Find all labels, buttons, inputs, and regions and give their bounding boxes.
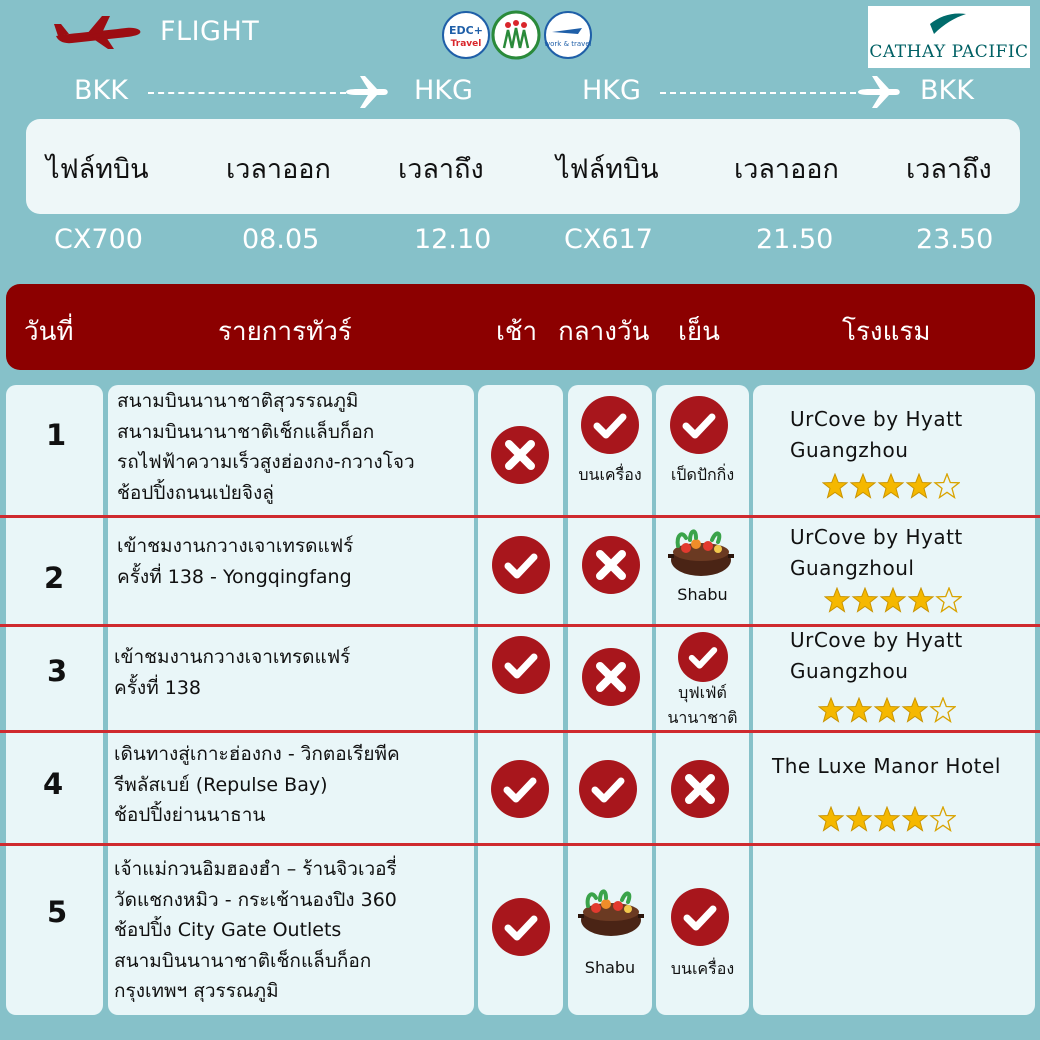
flight-value-3: 12.10 — [414, 224, 492, 255]
meal-label: Shabu — [677, 585, 728, 604]
check-icon — [491, 760, 549, 818]
program-line: สนามบินนานาชาติเช็กแล็บก็อก — [114, 949, 372, 972]
program-line: ครั้งที่ 138 — [114, 676, 202, 699]
program-line: รถไฟฟ้าความเร็วสูงฮ่องกง-กวางโจว — [117, 451, 415, 473]
hotel-stars — [818, 806, 956, 832]
cross-icon — [582, 536, 640, 594]
check-icon — [492, 536, 550, 594]
meal-label: เป็ดปักกิ่ง — [670, 465, 735, 484]
route-1-airplane-icon — [344, 74, 390, 110]
cathay-pacific-logo — [868, 6, 1030, 68]
star-filled-icon — [853, 588, 877, 612]
star-filled-icon — [903, 698, 927, 722]
brushwing-icon — [928, 10, 968, 36]
partner-logos — [442, 10, 594, 60]
flight-info-card — [26, 119, 1020, 214]
program-line: เข้าชมงานกวางเจาเทรดแฟร์ — [114, 646, 351, 668]
flight-value-2: 08.05 — [242, 224, 320, 255]
program-text — [114, 642, 350, 703]
route-2-from: HKG — [582, 75, 641, 106]
star-filled-icon — [903, 807, 927, 831]
star-filled-icon — [825, 588, 849, 612]
cross-icon — [582, 648, 640, 706]
flight-title: FLIGHT — [160, 16, 260, 47]
star-empty-icon — [935, 474, 959, 498]
star-filled-icon — [819, 807, 843, 831]
logo-work-travel-text: work & travel — [544, 40, 592, 48]
hotel-name — [790, 522, 963, 583]
meal-label: บุฟเฟ่ต์ — [678, 683, 727, 702]
flight-value-5: 21.50 — [756, 224, 834, 255]
program-text — [117, 531, 353, 592]
cross-icon — [491, 426, 549, 484]
route-2-line — [660, 92, 856, 94]
star-filled-icon — [875, 698, 899, 722]
star-filled-icon — [819, 698, 843, 722]
flight-header-1: ไฟล์ทบิน — [46, 154, 149, 185]
header-breakfast: เช้า — [496, 317, 538, 347]
check-icon — [670, 396, 728, 454]
hotel-line: Guangzhou — [790, 658, 909, 683]
star-filled-icon — [879, 474, 903, 498]
star-filled-icon — [847, 698, 871, 722]
check-icon — [671, 888, 729, 946]
check-icon — [492, 898, 550, 956]
hotel-name — [772, 751, 1001, 782]
star-filled-icon — [875, 807, 899, 831]
meal-label-line-2: นานาชาติ — [667, 708, 738, 727]
star-filled-icon — [823, 474, 847, 498]
flight-value-6: 23.50 — [916, 224, 994, 255]
route-2-airplane-icon — [856, 74, 902, 110]
hotel-stars — [824, 587, 962, 613]
header-program: รายการทัวร์ — [218, 317, 352, 347]
program-line: เจ้าแม่กวนอิมฮองฮำ – ร้านจิวเวอรี่ — [114, 858, 397, 880]
flight-header-3: เวลาถึง — [398, 154, 484, 185]
flight-value-1: CX700 — [54, 224, 143, 255]
header-hotel: โรงแรม — [842, 317, 931, 347]
check-icon — [678, 632, 728, 682]
program-text — [114, 739, 400, 831]
program-line: กรุงเทพฯ สุวรรณภูมิ — [114, 980, 279, 1002]
flight-header-6: เวลาถึง — [906, 154, 992, 185]
header-dinner: เย็น — [678, 317, 720, 347]
hotel-line: The Luxe Manor Hotel — [772, 754, 1001, 778]
airplane-icon — [52, 14, 144, 50]
star-filled-icon — [851, 474, 875, 498]
star-filled-icon — [909, 588, 933, 612]
program-line: เดินทางสู่เกาะฮ่องกง - วิกตอเรียพีค — [114, 743, 400, 765]
star-empty-icon — [937, 588, 961, 612]
hotel-line: UrCove by Hyatt — [790, 407, 963, 431]
day-number: 1 — [46, 418, 67, 452]
row-separator — [0, 843, 1040, 846]
hotel-name — [790, 404, 963, 465]
program-line: ช้อปปิ้งย่านนาธาน — [114, 804, 266, 826]
meal-label: บนเครื่อง — [670, 959, 735, 978]
meal-label: Shabu — [584, 958, 636, 977]
hotel-line: UrCove by Hyatt — [790, 628, 963, 652]
program-line: ช้อปปิ้ง City Gate Outlets — [114, 919, 342, 941]
hotel-line: Guangzhoul — [790, 555, 915, 580]
header-day: วันที่ — [24, 317, 74, 347]
star-filled-icon — [881, 588, 905, 612]
hotel-stars — [818, 697, 956, 723]
program-line: ครั้งที่ 138 - Yongqingfang — [117, 565, 352, 588]
logo-edc-text: EDC+ — [449, 24, 483, 37]
route-1-from: BKK — [74, 75, 128, 106]
program-line: วัดแชกงหมิว - กระเช้านองปิง 360 — [114, 888, 397, 911]
star-empty-icon — [931, 807, 955, 831]
shabu-pot-icon — [578, 884, 644, 940]
check-icon — [492, 636, 550, 694]
hotel-name — [790, 625, 963, 686]
program-line: เข้าชมงานกวางเจาเทรดแฟร์ — [117, 535, 354, 557]
check-icon — [579, 760, 637, 818]
route-1-to: HKG — [414, 75, 473, 106]
day-number: 3 — [47, 654, 68, 688]
meal-label: บนเครื่อง — [578, 465, 642, 484]
airline-name: CATHAY PACIFIC — [869, 42, 1029, 62]
program-line: สนามบินนานาชาติเช็กแล็บก็อก — [117, 420, 375, 443]
row-separator — [0, 515, 1040, 518]
row-separator — [0, 730, 1040, 733]
header-lunch: กลางวัน — [558, 317, 650, 347]
day-number: 4 — [43, 767, 64, 801]
program-line: สนามบินนานาชาติสุวรรณภูมิ — [117, 390, 359, 412]
day-number: 5 — [47, 895, 68, 929]
route-2-to: BKK — [920, 75, 974, 106]
flight-header-2: เวลาออก — [226, 154, 331, 185]
flight-header-5: เวลาออก — [734, 154, 839, 185]
route-1-line — [148, 92, 346, 94]
program-text — [114, 854, 397, 1007]
flight-value-4: CX617 — [564, 224, 653, 255]
shabu-pot-icon — [668, 524, 734, 580]
day-number: 2 — [44, 561, 65, 595]
star-filled-icon — [907, 474, 931, 498]
program-text — [117, 386, 415, 508]
star-filled-icon — [847, 807, 871, 831]
hotel-line: UrCove by Hyatt — [790, 525, 963, 549]
hotel-line: Guangzhou — [790, 437, 909, 462]
star-empty-icon — [931, 698, 955, 722]
check-icon — [581, 396, 639, 454]
program-line: รีพลัสเบย์ (Repulse Bay) — [114, 773, 328, 796]
logo-travel-text: Travel — [450, 39, 482, 49]
flight-header-4: ไฟล์ทบิน — [556, 154, 659, 185]
cross-icon — [671, 760, 729, 818]
hotel-stars — [822, 473, 960, 499]
program-line: ช้อปปิ้งถนนเป่ยจิงลู่ — [117, 481, 274, 504]
